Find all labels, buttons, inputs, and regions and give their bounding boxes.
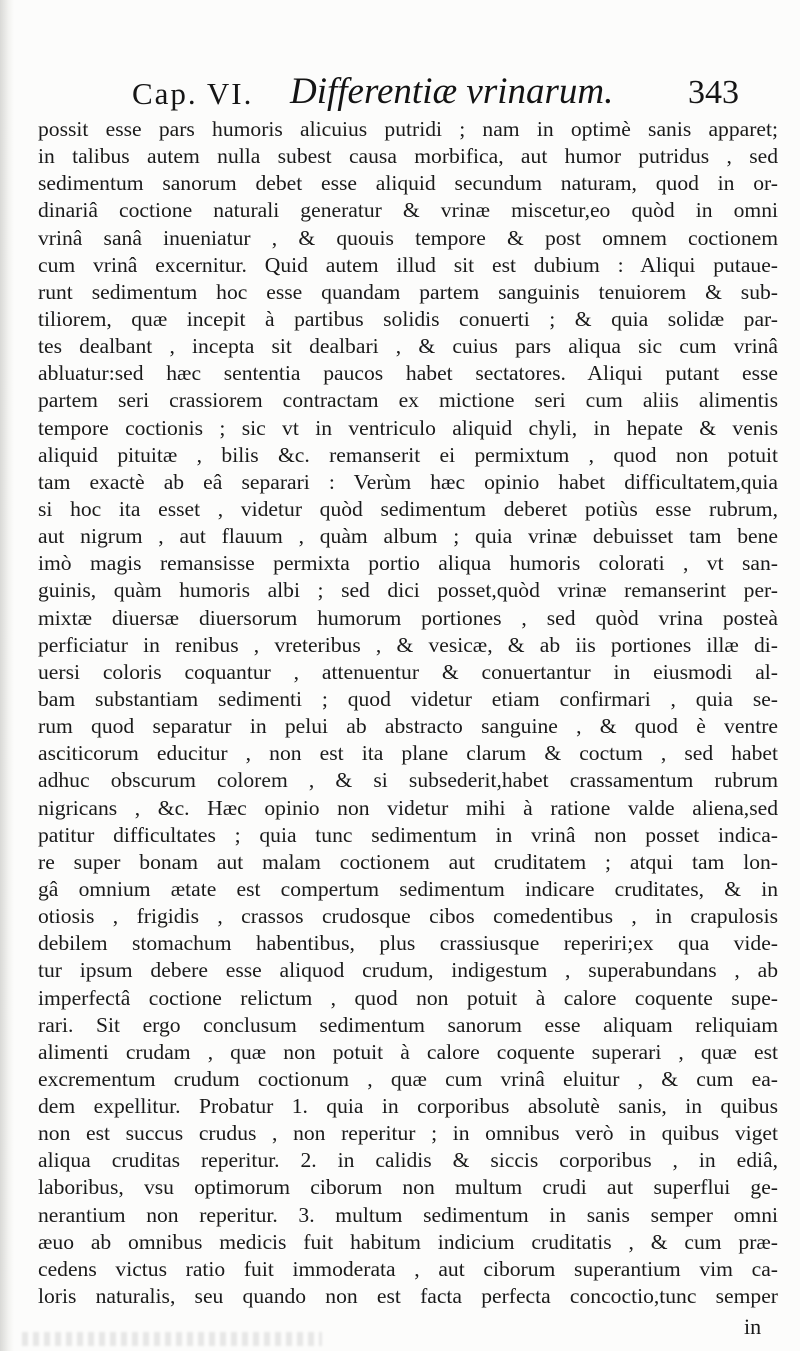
- page-number: 343: [688, 74, 739, 111]
- text-line: imò magis remansisse permixta portio aliqua humoris colorati , vt san-: [38, 551, 778, 576]
- text-line: re super bonam aut malam coctionem aut cruditatem ; atqui tam lon-: [38, 849, 778, 874]
- show-through-bleed: [22, 1332, 322, 1346]
- page-edge-shadow: [0, 0, 14, 1351]
- text-line: imperfectâ coctione relictum , quod non potuit à calore coquente supe-: [38, 985, 778, 1010]
- text-line: tur ipsum debere esse aliquod crudum, indigestum , superabundans , ab: [38, 958, 778, 983]
- text-line: rari. Sit ergo conclusum sedimentum sanorum esse aliquam reliquiam: [38, 1012, 778, 1037]
- text-line: mixtæ diuersæ diuersorum humorum portiones , sed quòd vrina posteà: [38, 605, 778, 630]
- text-line: tiliorem, quæ incepit à partibus solidis conuerti ; & quia solidæ par-: [38, 306, 778, 331]
- text-line: dem expellitur. Probatur 1. quia in corporibus absolutè sanis, in quibus: [38, 1094, 778, 1119]
- text-line: runt sedimentum hoc esse quandam partem sanguinis tenuiorem & sub-: [38, 279, 778, 304]
- text-line: aut nigrum , aut flauum , quàm album ; quia vrinæ debuisset tam bene: [38, 524, 778, 549]
- text-line: asciticorum educitur , non est ita plane clarum & coctum , sed habet: [38, 741, 778, 766]
- text-line: nigricans , &c. Hæc opinio non videtur mihi à ratione valde aliena,sed: [38, 795, 778, 820]
- text-line: sedimentum sanorum debet esse aliquid secundum naturam, quod in or-: [38, 171, 778, 196]
- text-line: gâ omnium ætate est compertum sedimentum indicare cruditates, & in: [38, 876, 778, 901]
- body-text: [38, 116, 778, 1310]
- text-line: excrementum crudum coctionum , quæ cum vrinâ eluitur , & cum ea-: [38, 1066, 778, 1091]
- text-line: in talibus autem nulla subest causa morbifica, aut humor putridus , sed: [38, 144, 778, 169]
- text-line: aliqua cruditas reperitur. 2. in calidis & siccis corporibus , in ediâ,: [38, 1148, 778, 1173]
- text-line: vrinâ sanâ inueniatur , & quouis tempore & post omnem coctionem: [38, 225, 778, 250]
- text-line: debilem stomachum habentibus, plus crassiusque reperiri;ex qua vide-: [38, 931, 778, 956]
- text-line: rum quod separatur in pelui ab abstracto sanguine , & quod è ventre: [38, 714, 778, 739]
- text-line: bam substantiam sedimenti ; quod videtur etiam confirmari , quia se-: [38, 686, 778, 711]
- text-line: cum vrinâ excernitur. Quid autem illud sit est dubium : Aliqui putaue-: [38, 252, 778, 277]
- chapter-label: Cap. VI.: [132, 76, 254, 111]
- text-line: alimenti crudam , quæ non potuit à calore coquente superari , quæ est: [38, 1039, 778, 1064]
- text-line: partem seri crassiorem contractam ex mictione seri cum aliis alimentis: [38, 388, 778, 413]
- text-line: possit esse pars humoris alicuius putridi ; nam in optimè sanis apparet;: [38, 117, 778, 141]
- text-line: tes dealbant , incepta sit dealbari , & cuius pars aliqua sic cum vrinâ: [38, 334, 778, 359]
- text-line: loris naturalis, seu quando non est facta perfecta concoctio,tunc semper: [38, 1284, 778, 1309]
- text-line: abluatur:sed hæc sententia paucos habet sectatores. Aliqui putant esse: [38, 361, 778, 386]
- text-line: laboribus, vsu optimorum ciborum non multum crudi aut superflui ge-: [38, 1175, 778, 1200]
- text-line: otiosis , frigidis , crassos crudosque cibos comedentibus , in crapulosis: [38, 904, 778, 929]
- text-line: tam exactè ab eâ separari : Verùm hæc opinio habet difficultatem,quia: [38, 469, 778, 494]
- text-line: non est succus crudus , non reperitur ; in omnibus verò in quibus viget: [38, 1121, 778, 1146]
- text-line: adhuc obscurum colorem , & si subsederit,habet crassamentum rubrum: [38, 768, 778, 793]
- text-line: dinariâ coctione naturali generatur & vrinæ miscetur,eo quòd in omni: [38, 198, 778, 223]
- text-line: uersi coloris coquantur , attenuentur & conuertantur in eiusmodi al-: [38, 659, 778, 684]
- text-line: nerantium non reperitur. 3. multum sedimentum in sanis semper omni: [38, 1202, 778, 1227]
- text-line: perficiatur in renibus , vreteribus , & vesicæ, & ab iis portiones illæ di-: [38, 632, 778, 657]
- catchword: in: [744, 1314, 762, 1339]
- running-title: Differentiæ vrinarum.: [290, 71, 614, 112]
- text-line: æuo ab omnibus medicis fuit habitum indicium cruditatis , & cum præ-: [38, 1229, 778, 1254]
- text-line: tempore coctionis ; sic vt in ventriculo aliquid chyli, in hepate & venis: [38, 415, 778, 440]
- text-line: si hoc ita esset , videtur quòd sedimentum deberet potiùs esse rubrum,: [38, 496, 778, 521]
- text-line: patitur difficultates ; quia tunc sedimentum in vrinâ non posset indica-: [38, 822, 778, 847]
- text-line: aliquid pituitæ , bilis &c. remanserit ei permixtum , quod non potuit: [38, 442, 778, 467]
- text-line: guinis, quàm humoris albi ; sed dici posset,quòd vrinæ remanserint per-: [38, 578, 778, 603]
- text-line: cedens victus ratio fuit immoderata , aut ciborum superantium vim ca-: [38, 1256, 778, 1281]
